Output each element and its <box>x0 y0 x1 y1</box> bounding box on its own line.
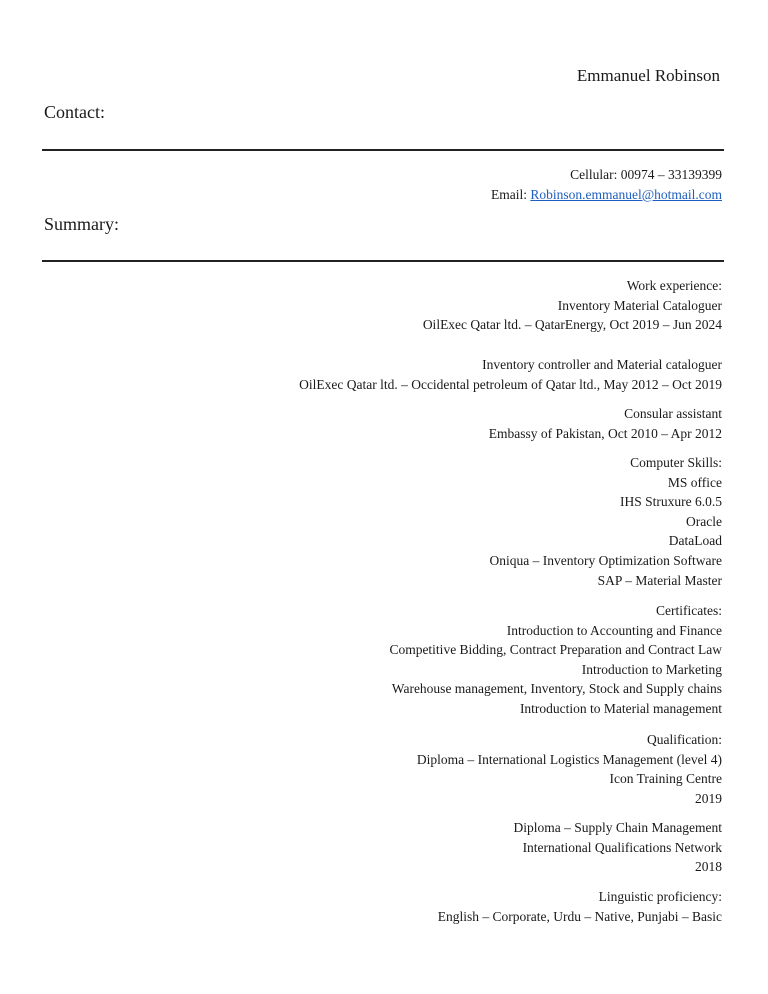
certificates-heading: Certificates: <box>656 603 722 618</box>
certificates-block <box>389 601 722 719</box>
qualification-heading: Qualification: <box>647 732 722 747</box>
languages-heading: Linguistic proficiency: <box>598 889 722 904</box>
qualification-title: Diploma – Supply Chain Management <box>513 820 722 835</box>
skill-item: Oniqua – Inventory Optimization Software <box>489 552 722 568</box>
job-title: Consular assistant <box>624 406 722 421</box>
work-job-1 <box>423 276 722 335</box>
work-job-2 <box>299 355 722 394</box>
job-detail: OilExec Qatar ltd. – QatarEnergy, Oct 2019 – Jun 2024 <box>422 317 722 333</box>
qualification-title: Diploma – International Logistics Management (level 4) <box>416 751 722 767</box>
cellular-line: Cellular: 00974 – 33139399 <box>570 167 722 182</box>
job-detail: Embassy of Pakistan, Oct 2010 – Apr 2012 <box>488 425 722 441</box>
contact-block <box>491 165 722 204</box>
email-line <box>491 185 722 205</box>
qualification-year: 2019 <box>695 790 722 806</box>
certificate-item: Competitive Bidding, Contract Preparation and Contract Law <box>389 642 722 658</box>
skill-item: IHS Struxure 6.0.5 <box>620 494 722 510</box>
qualification-institution: International Qualifications Network <box>522 839 722 855</box>
skills-heading: Computer Skills: <box>630 455 722 470</box>
email-link[interactable]: Robinson.emmanuel@hotmail.com <box>530 186 722 202</box>
languages-block <box>438 887 722 926</box>
certificate-item: Warehouse management, Inventory, Stock and Supply chains <box>391 681 722 697</box>
skill-item: MS office <box>667 474 722 490</box>
qualification-block-1 <box>417 730 722 808</box>
contact-divider <box>42 149 724 151</box>
languages-text: English – Corporate, Urdu – Native, Punjabi – Basic <box>437 908 722 924</box>
qualification-institution: Icon Training Centre <box>609 771 722 787</box>
job-title: Inventory Material Cataloguer <box>557 297 722 313</box>
skills-block <box>490 453 722 590</box>
job-detail: OilExec Qatar ltd. – Occidental petroleum of Qatar ltd., May 2012 – Oct 2019 <box>299 376 722 392</box>
qualification-year: 2018 <box>695 859 722 875</box>
skill-item: Oracle <box>686 513 722 529</box>
certificate-item: Introduction to Marketing <box>581 661 722 677</box>
work-heading: Work experience: <box>626 278 722 293</box>
job-title: Inventory controller and Material cataloguer <box>482 357 722 372</box>
certificate-item: Introduction to Accounting and Finance <box>506 622 722 638</box>
qualification-block-2 <box>514 818 722 877</box>
summary-heading: Summary: <box>44 214 119 234</box>
contact-heading: Contact: <box>44 102 105 122</box>
certificate-item: Introduction to Material management <box>519 700 722 716</box>
work-job-3 <box>489 404 722 443</box>
email-label: Email: <box>490 186 531 202</box>
skill-item: DataLoad <box>668 533 722 549</box>
candidate-name: Emmanuel Robinson <box>576 66 720 85</box>
skill-item: SAP – Material Master <box>597 572 722 588</box>
summary-divider <box>42 260 724 262</box>
